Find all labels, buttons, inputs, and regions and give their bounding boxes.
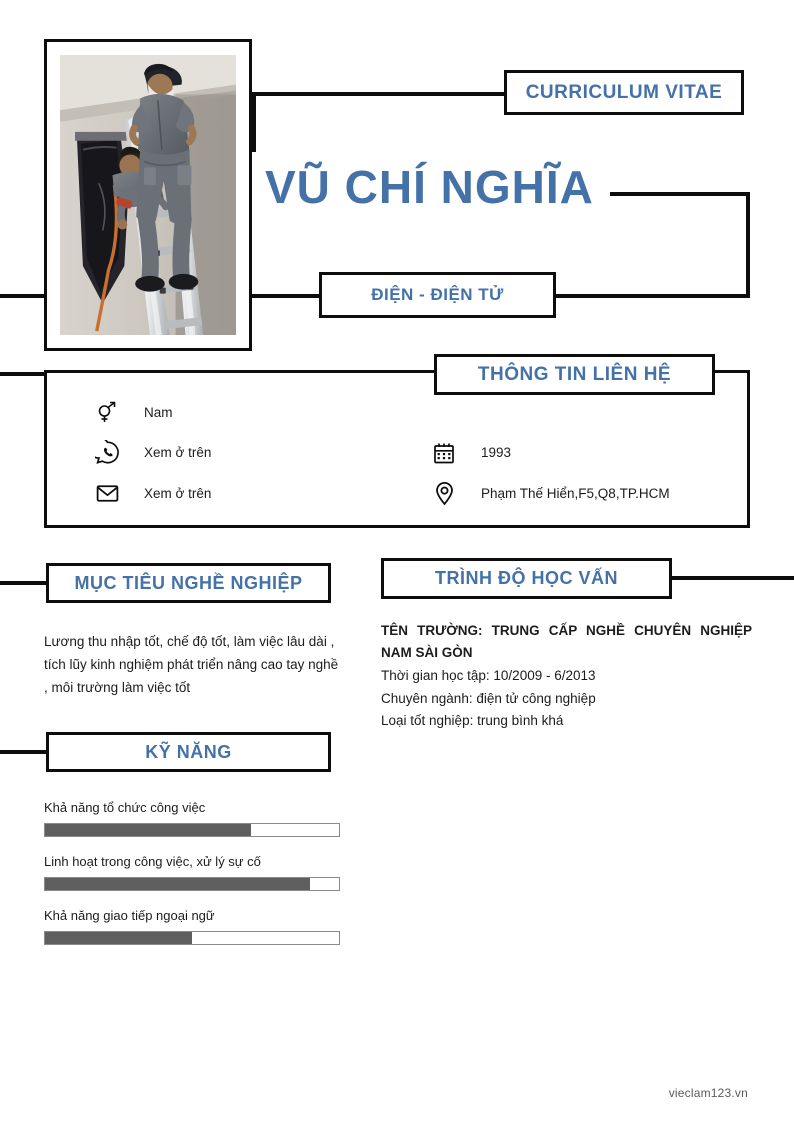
contact-value-gender: Nam bbox=[144, 404, 173, 420]
profile-photo-frame bbox=[44, 39, 252, 351]
connector-photo-to-title bbox=[252, 92, 508, 96]
connector-goal-left bbox=[0, 581, 50, 585]
skills-list bbox=[44, 800, 340, 962]
skill-progress-track bbox=[44, 823, 340, 837]
contact-item-birthyear bbox=[397, 433, 750, 474]
contact-item-gender bbox=[44, 392, 397, 433]
skill-progress-track bbox=[44, 931, 340, 945]
contact-value-email: Xem ở trên bbox=[144, 486, 212, 502]
footer-watermark: vieclam123.vn bbox=[668, 1086, 748, 1100]
education-major: Chuyên ngành: điện tử công nghiệp bbox=[381, 690, 596, 706]
candidate-name: VŨ CHÍ NGHĨA bbox=[265, 161, 594, 213]
career-objective-heading-text: MỤC TIÊU NGHỀ NGHIỆP bbox=[74, 572, 303, 593]
connector-photo-down bbox=[252, 92, 256, 152]
job-title-box bbox=[319, 272, 556, 318]
skills-heading-box bbox=[46, 732, 331, 772]
skill-label: Linh hoạt trong công việc, xử lý sự cố bbox=[44, 854, 261, 869]
contact-item-email bbox=[44, 473, 397, 514]
cv-title-box bbox=[504, 70, 744, 115]
skill-progress-fill bbox=[45, 932, 192, 944]
education-body bbox=[381, 620, 752, 732]
location-icon bbox=[429, 479, 459, 509]
phone-icon bbox=[92, 438, 122, 468]
education-school: TÊN TRƯỜNG: TRUNG CẤP NGHỀ CHUYÊN NGHIỆP NAM SÀI GÒN bbox=[381, 623, 752, 660]
education-heading-text: TRÌNH ĐỘ HỌC VẤN bbox=[435, 568, 618, 588]
contact-heading-text: THÔNG TIN LIÊN HỆ bbox=[477, 363, 672, 385]
contact-value-address: Phạm Thế Hiển,F5,Q8,TP.HCM bbox=[481, 486, 670, 502]
profile-photo bbox=[60, 55, 236, 335]
gender-icon bbox=[92, 397, 122, 427]
connector-name-right bbox=[610, 192, 750, 196]
connector-edu-right bbox=[668, 576, 794, 580]
education-heading-box bbox=[381, 558, 672, 599]
skill-label: Khả năng tổ chức công việc bbox=[44, 800, 206, 815]
career-objective-heading-box bbox=[46, 563, 331, 603]
contact-heading-box bbox=[434, 354, 715, 395]
cv-title-text: CURRICULUM VITAE bbox=[525, 81, 723, 103]
skill-progress-fill bbox=[45, 824, 251, 836]
calendar-icon bbox=[429, 438, 459, 468]
email-icon bbox=[92, 479, 122, 509]
skill-label: Khả năng giao tiếp ngoại ngữ bbox=[44, 908, 215, 923]
contact-value-birthyear: 1993 bbox=[481, 445, 512, 461]
profile-photo-image bbox=[60, 55, 236, 335]
connector-bracket-bottom bbox=[552, 294, 750, 298]
career-objective-body: Lương thu nhập tốt, chế độ tốt, làm việc lâu dài , tích lũy kinh nghiệm phát triển nâng cao tay nghề , môi trường làm việc tốt bbox=[44, 634, 339, 696]
job-title-text: ĐIỆN - ĐIỆN TỬ bbox=[371, 285, 504, 304]
contact-item-phone bbox=[44, 433, 397, 474]
connector-skill-left bbox=[0, 750, 50, 754]
contact-item-address bbox=[397, 473, 750, 514]
education-grade: Loại tốt nghiệp: trung bình khá bbox=[381, 713, 564, 728]
skill-item bbox=[44, 908, 340, 945]
skill-item bbox=[44, 800, 340, 837]
skill-progress-track bbox=[44, 877, 340, 891]
contact-value-phone: Xem ở trên bbox=[144, 445, 212, 461]
skill-item bbox=[44, 854, 340, 891]
skills-heading-text: KỸ NĂNG bbox=[145, 741, 232, 762]
education-period: Thời gian học tập: 10/2009 - 6/2013 bbox=[381, 668, 596, 684]
skill-progress-fill bbox=[45, 878, 310, 890]
connector-bracket-vertical bbox=[746, 192, 750, 298]
